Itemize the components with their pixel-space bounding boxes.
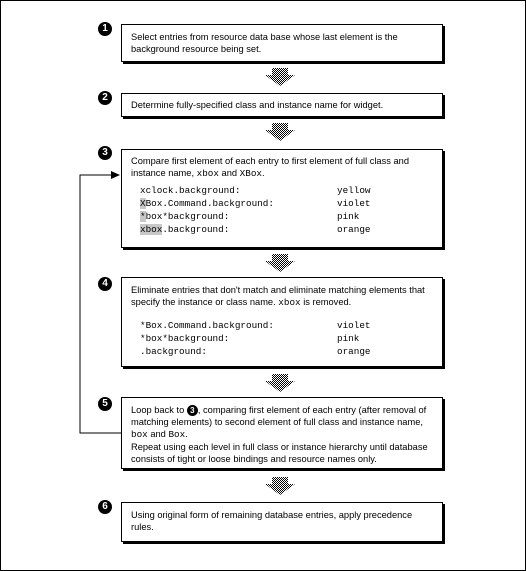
entry-value: pink (337, 211, 360, 222)
step-3-code-XBox: XBox (239, 168, 262, 179)
step-3-text: Compare first element of each entry to first element of full class and instance name, xbox and XBox. (131, 156, 409, 179)
entry-resource: *Box.Command.background: (140, 320, 274, 331)
step-5-number: 5 (98, 397, 112, 411)
step-3-number: 3 (98, 146, 112, 160)
entry-resource: *box*background: (140, 333, 230, 344)
step-2-text: Determine fully-specified class and instance name for widget. (131, 100, 384, 110)
entry-value: orange (337, 224, 371, 235)
step-5-text: Loop back to 3 , comparing first element of each entry (after removal of matching elements) to second element of full class and instance name, box and Box. Repeat using each level in full class or instance hierarchy until database consists of tight or loose bindings and resource names only. (131, 405, 428, 465)
step-4-text: Eliminate entries that don't match and eliminate matching elements that specify the instance or class name. xbox is removed. (131, 285, 425, 308)
step-4-code-xbox: xbox (278, 297, 301, 308)
entry-resource: xbox.background: (140, 224, 230, 235)
entry-value: orange (337, 346, 371, 357)
step-1-number: 1 (98, 22, 112, 36)
entry-value: yellow (337, 185, 371, 196)
entry-resource: .background: (140, 346, 207, 357)
step-3-reference-icon: 3 (187, 405, 198, 416)
step-2-number: 2 (98, 91, 112, 105)
entry-resource: *box*background: (140, 211, 230, 222)
entry-value: violet (337, 320, 371, 331)
step-6-number: 6 (98, 500, 112, 514)
entry-value: pink (337, 333, 360, 344)
entry-resource: xclock.background: (140, 185, 241, 196)
entry-resource: XBox.Command.background: (140, 198, 274, 209)
step-3-code-xbox: xbox (196, 168, 219, 179)
loop-back-arrow (1, 1, 525, 570)
step-6-text: Using original form of remaining database entries, apply precedence rules. (131, 510, 413, 532)
step-1-text: Select entries from resource data base whose last element is the background resource being set. (131, 32, 398, 54)
entry-value: violet (337, 198, 371, 209)
step-4-number: 4 (98, 277, 112, 291)
